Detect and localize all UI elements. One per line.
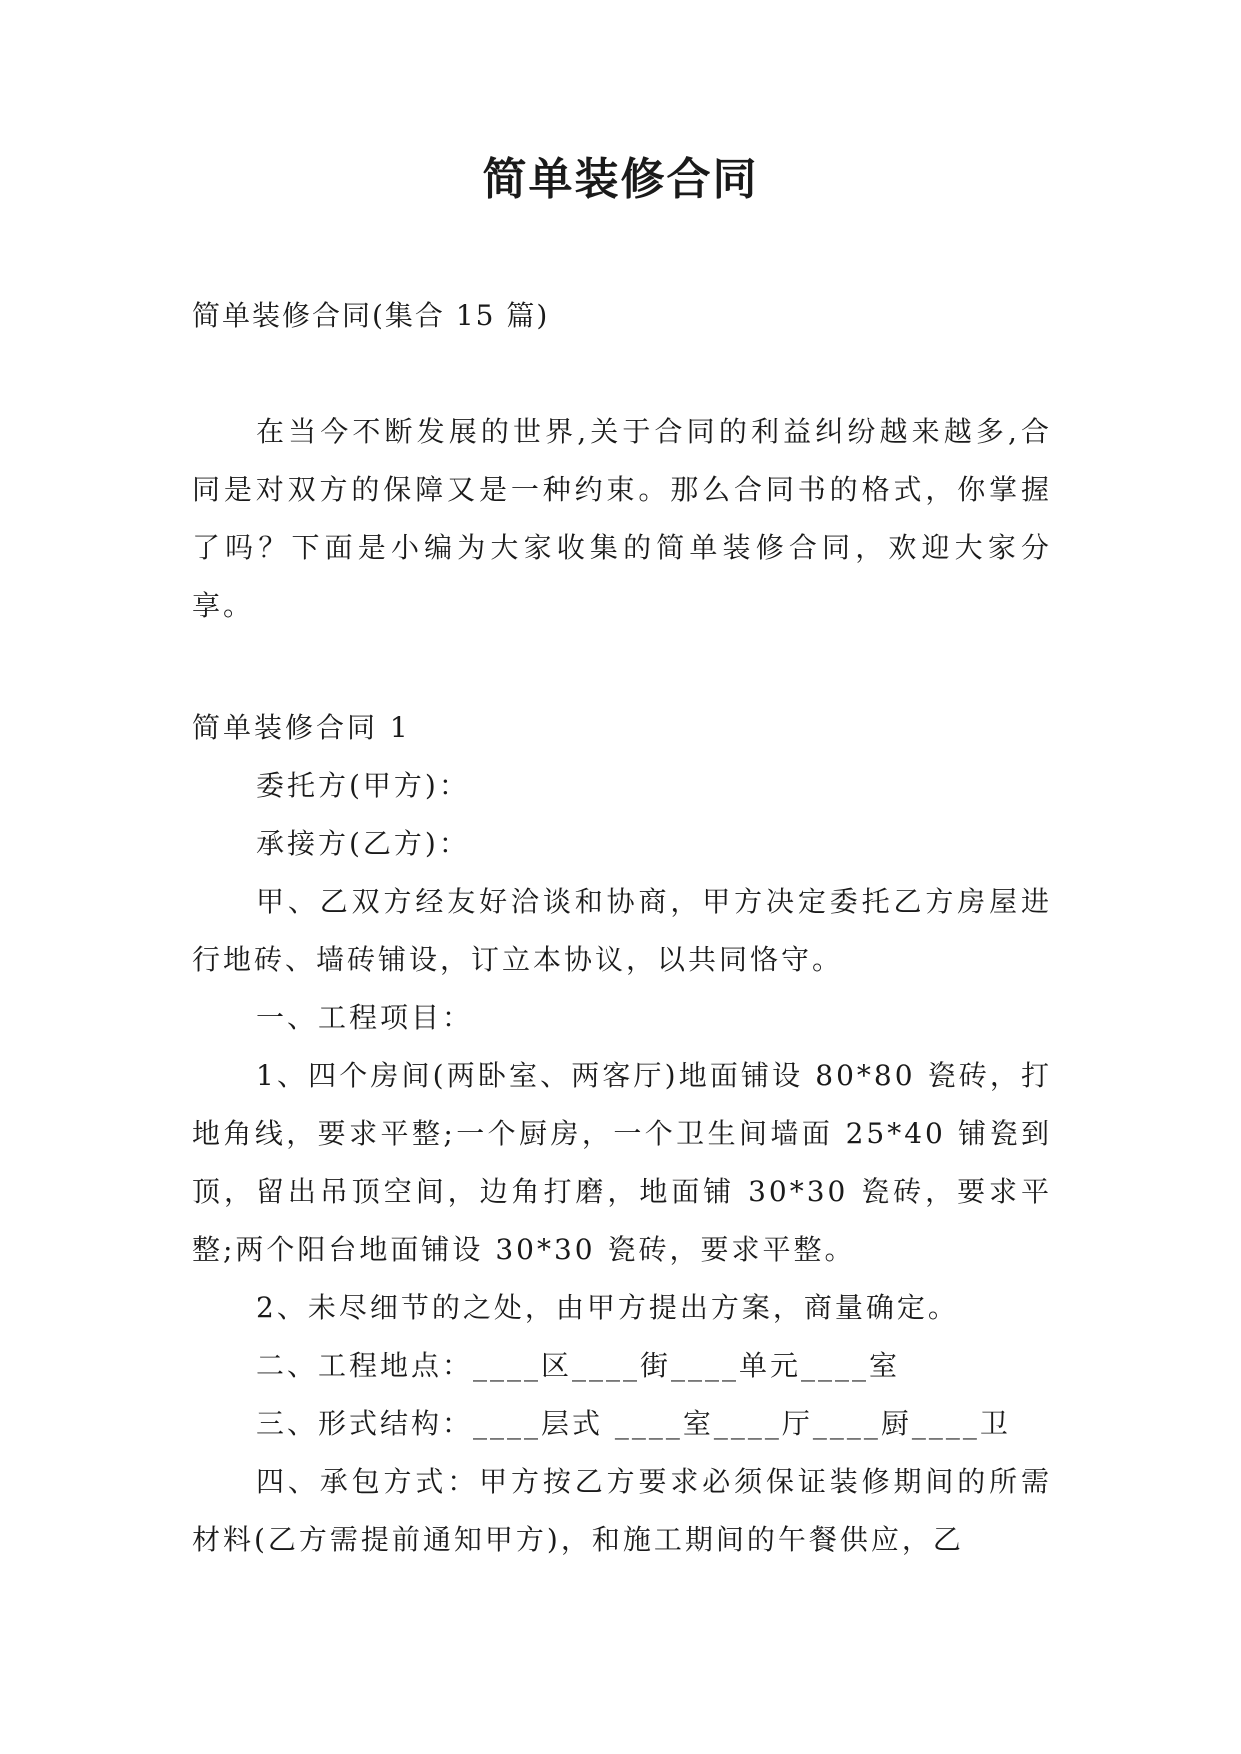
section-heading: 简单装修合同 1 bbox=[192, 711, 411, 744]
paragraph-agreement: 甲、乙双方经友好洽谈和协商，甲方决定委托乙方房屋进行地砖、墙砖铺设，订立本协议，以共同恪守。 bbox=[192, 885, 1052, 976]
paragraph-project-item-2: 2、未尽细节的之处，由甲方提出方案，商量确定。 bbox=[256, 1291, 959, 1324]
paragraph-location: 二、工程地点：____区____街____单元____室 bbox=[256, 1349, 901, 1382]
document-title: 简单装修合同 bbox=[482, 154, 759, 205]
paragraph-contract-method: 四、承包方式：甲方按乙方要求必须保证装修期间的所需材料(乙方需提前通知甲方)，和施工期间的午餐供应，乙 bbox=[192, 1465, 1052, 1556]
document-subtitle: 简单装修合同(集合 15 篇) bbox=[192, 299, 550, 332]
intro-paragraph: 在当今不断发展的世界,关于合同的利益纠纷越来越多,合同是对双方的保障又是一种约束。那么合同书的格式，你掌握了吗？下面是小编为大家收集的简单装修合同，欢迎大家分享。 bbox=[192, 415, 1052, 622]
contract-section-1 bbox=[192, 699, 1052, 1569]
paragraph-client: 委托方(甲方)： bbox=[256, 769, 470, 802]
paragraph-project-heading: 一、工程项目： bbox=[256, 1001, 474, 1034]
paragraph-structure: 三、形式结构：____层式 ____室____厅____厨____卫 bbox=[256, 1407, 1011, 1440]
paragraph-project-item-1: 1、四个房间(两卧室、两客厅)地面铺设 80*80 瓷砖，打地角线，要求平整;一个厨房，一个卫生间墙面 25*40 铺瓷到顶，留出吊顶空间，边角打磨，地面铺 30*30 瓷砖，要求平整;两个阳台地面铺设 30*30 瓷砖，要求平整。 bbox=[192, 1059, 1052, 1266]
paragraph-contractor: 承接方(乙方)： bbox=[256, 827, 470, 860]
